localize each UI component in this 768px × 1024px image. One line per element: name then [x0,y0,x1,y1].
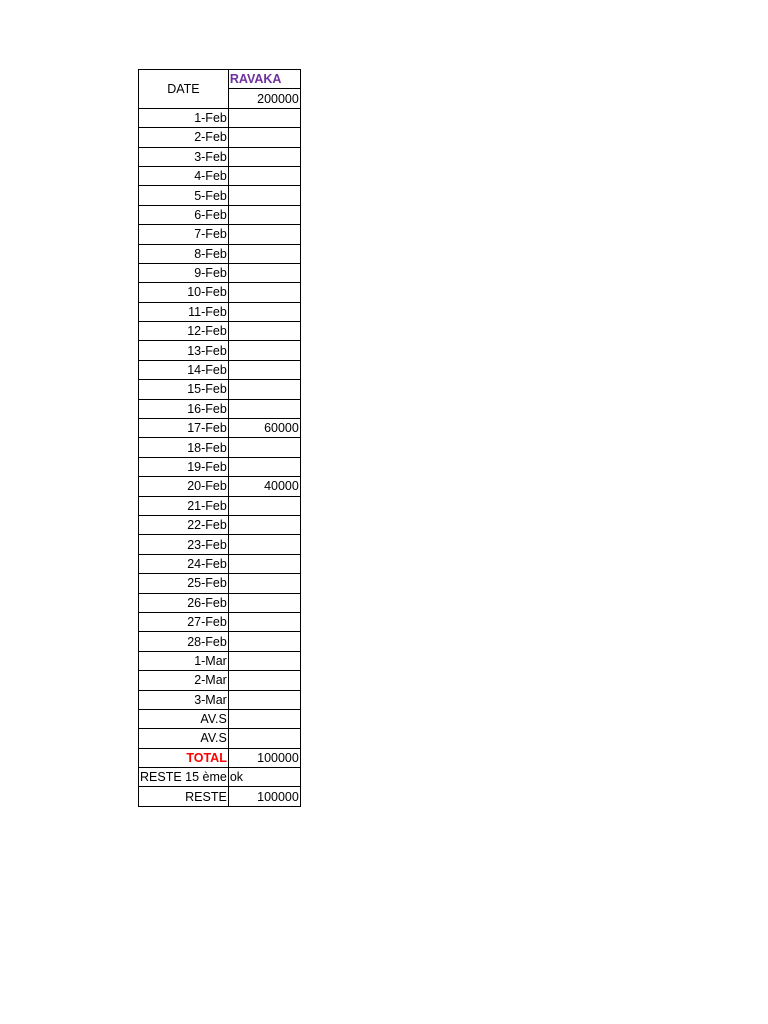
table-row [139,128,301,147]
amount-cell[interactable] [228,225,300,244]
amount-cell[interactable] [228,263,300,282]
amount-cell[interactable] [228,360,300,379]
table-row [139,457,301,476]
table-row [139,477,301,496]
table-row [139,496,301,515]
amount-cell[interactable] [228,574,300,593]
date-cell[interactable]: 3-Feb [139,147,229,166]
date-cell[interactable]: 16-Feb [139,399,229,418]
table-row [139,690,301,709]
table-row [139,166,301,185]
table-row [139,225,301,244]
date-cell[interactable]: 15-Feb [139,380,229,399]
table-row [139,205,301,224]
date-cell[interactable]: AV.S [139,729,229,748]
ledger-body [139,70,301,749]
amount-cell[interactable] [228,302,300,321]
amount-cell[interactable] [228,457,300,476]
amount-cell[interactable] [228,244,300,263]
amount-cell[interactable] [228,612,300,631]
amount-cell[interactable] [228,709,300,728]
amount-cell[interactable] [228,399,300,418]
amount-cell[interactable] [228,283,300,302]
table-row [139,399,301,418]
table-row [139,360,301,379]
table-row [139,651,301,670]
amount-cell[interactable] [228,632,300,651]
date-cell[interactable]: 13-Feb [139,341,229,360]
date-cell[interactable]: 1-Feb [139,108,229,127]
table-row [139,302,301,321]
table-row [139,341,301,360]
amount-cell[interactable] [228,380,300,399]
ledger-table [138,69,301,807]
date-cell[interactable]: 2-Feb [139,128,229,147]
date-cell[interactable]: 20-Feb [139,477,229,496]
amount-cell[interactable] [228,438,300,457]
amount-cell[interactable] [228,205,300,224]
date-cell[interactable]: 27-Feb [139,612,229,631]
table-row [139,729,301,748]
date-cell[interactable]: 7-Feb [139,225,229,244]
amount-cell[interactable] [228,166,300,185]
table-row [139,709,301,728]
amount-cell[interactable]: 40000 [228,477,300,496]
amount-cell[interactable]: 60000 [228,419,300,438]
table-row [139,419,301,438]
amount-cell[interactable] [228,593,300,612]
date-cell[interactable]: 9-Feb [139,263,229,282]
amount-cell[interactable] [228,515,300,534]
amount-cell[interactable] [228,128,300,147]
amount-cell[interactable] [228,108,300,127]
reste-amount-cell[interactable]: 100000 [228,787,300,806]
date-cell[interactable]: AV.S [139,709,229,728]
date-cell[interactable]: 12-Feb [139,322,229,341]
date-cell[interactable]: 19-Feb [139,457,229,476]
name-header-cell[interactable]: RAVAKA [228,70,300,89]
amount-cell[interactable] [228,496,300,515]
table-row [139,632,301,651]
table-row [139,574,301,593]
table-row [139,438,301,457]
total-row [139,748,301,767]
date-cell[interactable]: 25-Feb [139,574,229,593]
amount-cell[interactable] [228,535,300,554]
date-cell[interactable]: 26-Feb [139,593,229,612]
amount-cell[interactable] [228,651,300,670]
date-cell[interactable]: 21-Feb [139,496,229,515]
table-row [139,108,301,127]
table-row [139,612,301,631]
table-row [139,147,301,166]
table-row [139,593,301,612]
amount-cell[interactable] [228,690,300,709]
initial-amount-cell[interactable]: 200000 [228,89,300,108]
table-row [139,380,301,399]
amount-cell[interactable] [228,147,300,166]
date-cell[interactable]: 28-Feb [139,632,229,651]
amount-cell[interactable] [228,341,300,360]
total-amount-cell[interactable]: 100000 [228,748,300,767]
date-cell[interactable]: 24-Feb [139,554,229,573]
date-cell[interactable]: 6-Feb [139,205,229,224]
table-row [139,263,301,282]
date-cell[interactable]: 17-Feb [139,419,229,438]
date-cell[interactable]: 11-Feb [139,302,229,321]
date-cell[interactable]: 8-Feb [139,244,229,263]
date-cell[interactable]: 18-Feb [139,438,229,457]
date-header-cell[interactable]: DATE [139,70,229,109]
amount-cell[interactable] [228,186,300,205]
date-cell[interactable]: 4-Feb [139,166,229,185]
total-label-cell[interactable]: TOTAL [139,748,229,767]
reste-row [139,787,301,806]
amount-cell[interactable] [228,671,300,690]
table-row [139,671,301,690]
date-cell[interactable]: 3-Mar [139,690,229,709]
table-row [139,283,301,302]
table-row [139,322,301,341]
reste15-row [139,768,301,787]
table-row [139,554,301,573]
header-row-1 [139,70,301,89]
date-cell[interactable]: 2-Mar [139,671,229,690]
spreadsheet [138,69,301,807]
amount-cell[interactable] [228,322,300,341]
reste15-label-cell[interactable]: RESTE 15 ème [139,768,229,787]
reste-label-cell[interactable]: RESTE [139,787,229,806]
date-cell[interactable]: 1-Mar [139,651,229,670]
table-row [139,186,301,205]
date-cell[interactable]: 22-Feb [139,515,229,534]
table-row [139,535,301,554]
ledger-footer [139,748,301,806]
amount-cell[interactable] [228,729,300,748]
date-cell[interactable]: 5-Feb [139,186,229,205]
reste15-value-cell[interactable]: ok [228,768,300,787]
amount-cell[interactable] [228,554,300,573]
date-cell[interactable]: 14-Feb [139,360,229,379]
date-cell[interactable]: 10-Feb [139,283,229,302]
date-cell[interactable]: 23-Feb [139,535,229,554]
table-row [139,244,301,263]
table-row [139,515,301,534]
